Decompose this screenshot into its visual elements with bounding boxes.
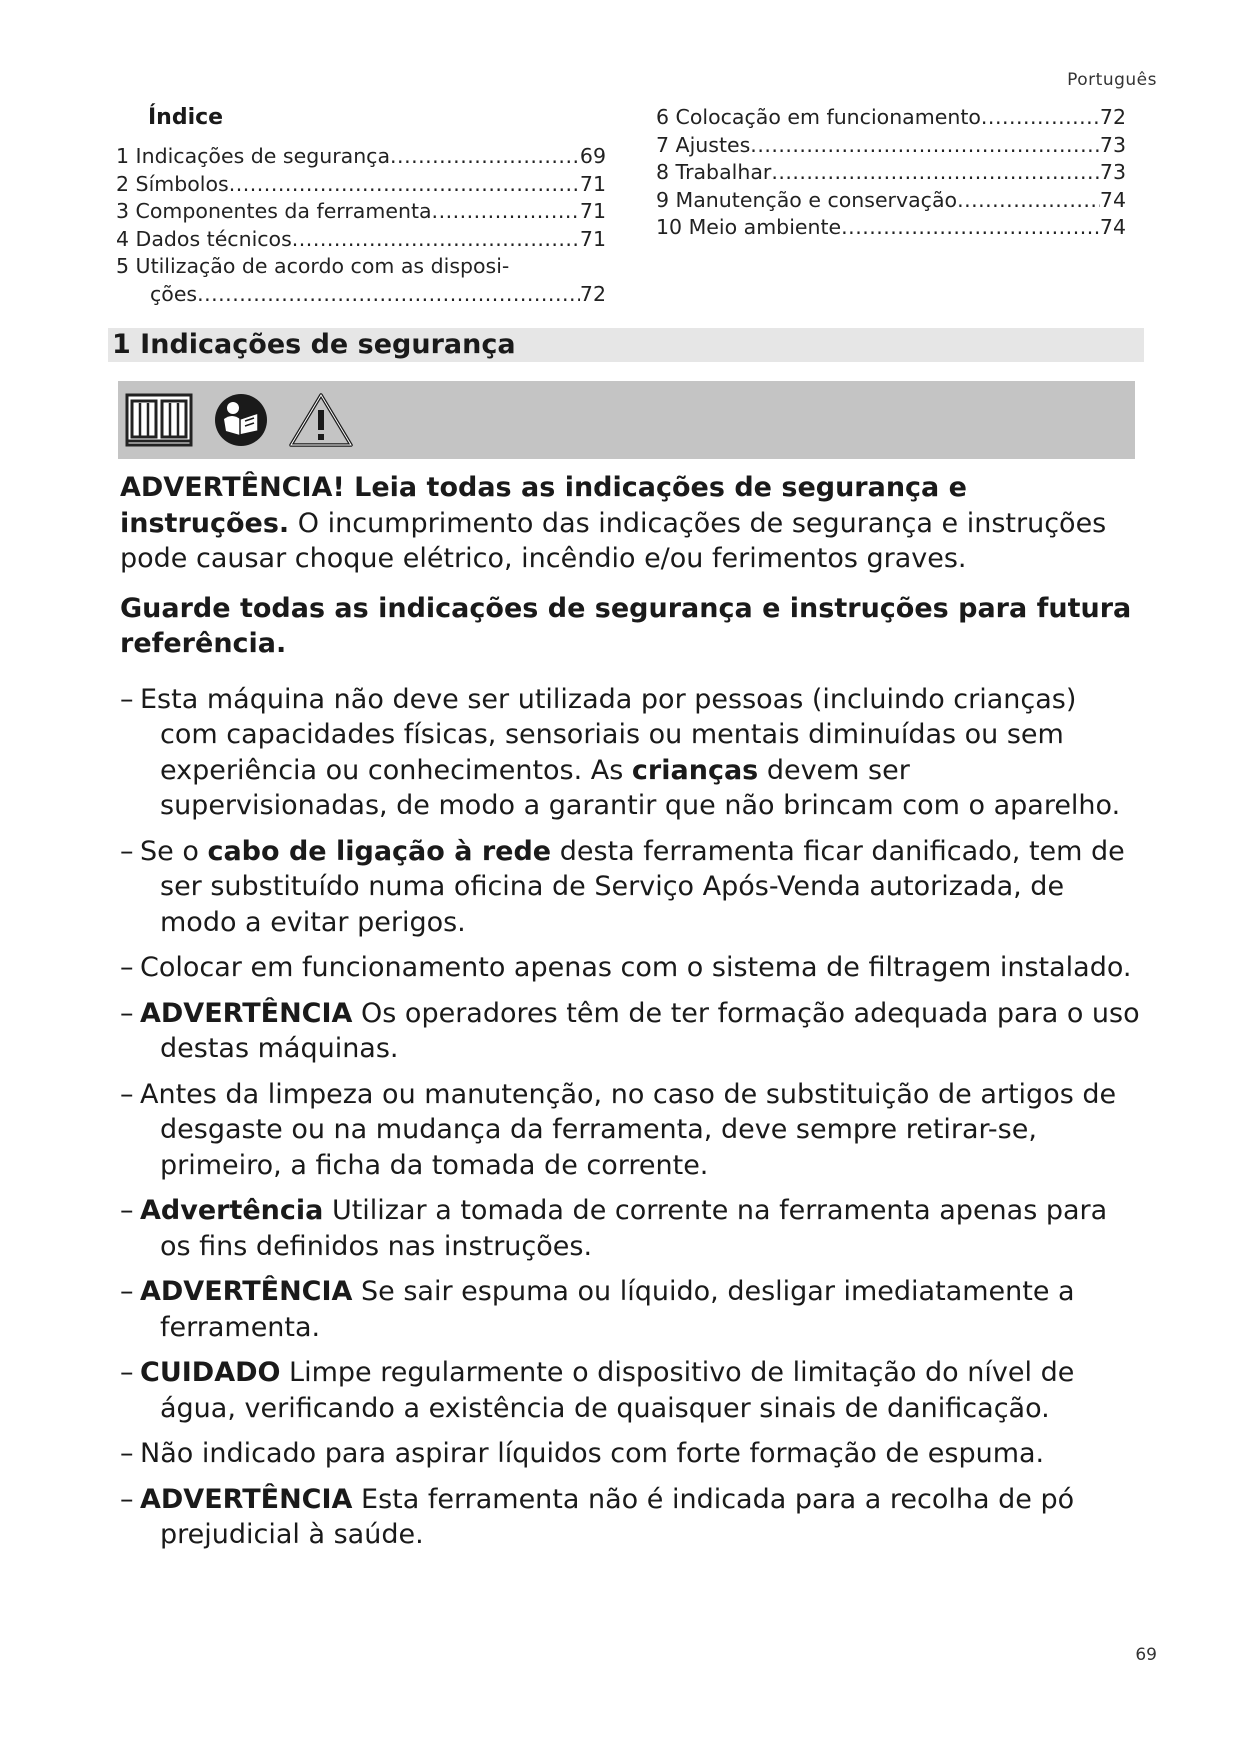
- toc-entry-multiline-second[interactable]: [116, 281, 606, 309]
- list-item: – Se o cabo de ligação à rede desta ferramenta ficar danificado, tem de ser substituído numa oficina de Serviço Após-Venda autorizada, de modo a evitar perigos.: [120, 835, 1125, 938]
- toc-entry-page: 69: [579, 144, 606, 168]
- toc-entry[interactable]: [656, 132, 1126, 160]
- list-item: – Esta máquina não deve ser utilizada por pessoas (incluindo crianças) com capacidades físicas, sensoriais ou mentais diminuídas ou sem experiência ou conhecimentos. As crianças devem ser supervisionadas, de modo a garantir que não brincam com o aparelho.: [120, 683, 1121, 821]
- page-number: 69: [1135, 1645, 1157, 1665]
- list-item: – Não indicado para aspirar líquidos com forte formação de espuma.: [120, 1438, 1045, 1469]
- toc-entry-title: 4 Dados técnicos: [116, 226, 292, 251]
- general-warning-bold: ADVERTÊNCIA! Leia todas as indicações de segurança e instruções.: [120, 472, 967, 539]
- toc-entry-page: 71: [579, 171, 606, 196]
- toc-entry-title: 1 Indicações de segurança: [116, 144, 391, 168]
- toc-entry[interactable]: [116, 143, 606, 171]
- list-item: – CUIDADO Limpe regularmente o dispositivo de limitação do nível de água, verificando a existência de quaisquer sinais de danificação.: [120, 1357, 1075, 1424]
- toc-entry-title: 8 Trabalhar: [656, 160, 772, 184]
- toc-entry-title: 2 Símbolos: [116, 171, 229, 196]
- toc-entry[interactable]: [656, 214, 1126, 242]
- section-heading: 1 Indicações de segurança: [108, 328, 1144, 362]
- general-warning-text: O incumprimento das indicações de segurança e instruções pode causar choque elétrico, incêndio e/ou ferimentos graves.: [120, 507, 1107, 574]
- list-item: – ADVERTÊNCIA Se sair espuma ou líquido, desligar imediatamente a ferramenta.: [120, 1276, 1075, 1343]
- consult-manual-icon: [212, 391, 270, 449]
- list-item: – ADVERTÊNCIA Os operadores têm de ter formação adequada para o uso destas máquinas.: [120, 997, 1140, 1064]
- safety-icon-band: [118, 381, 1135, 459]
- toc-right-column: [656, 104, 1126, 242]
- toc-entry-multiline-first[interactable]: 5 Utilização de acordo com as disposi-: [116, 254, 510, 278]
- toc-entry[interactable]: [656, 104, 1126, 132]
- toc-entry-title: 10 Meio ambiente: [656, 215, 842, 239]
- toc-entry-page: 72: [579, 281, 606, 306]
- warning-triangle-icon: [288, 391, 354, 449]
- toc-entry-title: ções: [150, 281, 198, 306]
- toc-entry[interactable]: [116, 198, 606, 226]
- toc-entry-title: 7 Ajustes: [656, 132, 751, 157]
- toc-entry-page: 71: [579, 199, 606, 223]
- list-item: – Antes da limpeza ou manutenção, no caso de substituição de artigos de desgaste ou na mudança da ferramenta, deve sempre retirar-se, primeiro, a ficha da tomada de corrente.: [120, 1078, 1117, 1181]
- toc-left-column: [116, 143, 606, 308]
- toc-entry-page: 74: [1099, 215, 1126, 239]
- list-item: – Colocar em funcionamento apenas com o sistema de filtragem instalado.: [120, 952, 1132, 983]
- keep-instructions: Guarde todas as indicações de segurança e instruções para futura referência.: [120, 592, 1132, 659]
- toc-entry-page: 72: [1099, 105, 1126, 129]
- general-warning: [120, 470, 1140, 577]
- read-manual-icon: [124, 391, 194, 449]
- list-item: – Advertência Utilizar a tomada de corrente na ferramenta apenas para os fins definidos nas instruções.: [120, 1195, 1108, 1262]
- language-label: Português: [1067, 70, 1157, 90]
- toc-entry-page: 71: [579, 226, 606, 251]
- list-item: – ADVERTÊNCIA Esta ferramenta não é indicada para a recolha de pó prejudicial à saúde.: [120, 1483, 1075, 1550]
- toc-entry-title: 6 Colocação em funcionamento: [656, 105, 981, 129]
- safety-list: [120, 682, 1140, 1553]
- safety-content: [120, 470, 1140, 1563]
- toc-entry-title: 9 Manutenção e conservação: [656, 187, 958, 212]
- toc-entry[interactable]: [116, 171, 606, 199]
- toc-entry-page: 74: [1099, 187, 1126, 212]
- toc-entry[interactable]: [656, 159, 1126, 187]
- toc-title: Índice: [148, 105, 224, 130]
- toc-entry-title: 3 Componentes da ferramenta: [116, 199, 432, 223]
- toc-entry-page: 73: [1099, 160, 1126, 184]
- toc-entry-page: 73: [1099, 132, 1126, 157]
- toc-entry[interactable]: [656, 187, 1126, 215]
- toc-entry[interactable]: [116, 226, 606, 254]
